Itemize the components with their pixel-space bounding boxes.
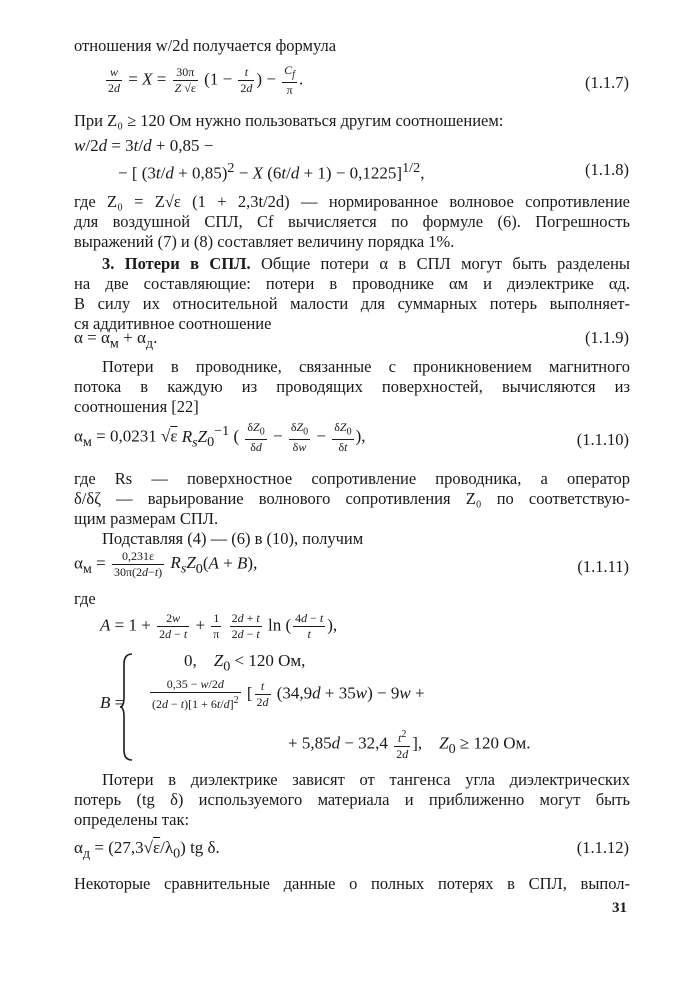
equation-number: (1.1.9) <box>585 328 629 347</box>
equation-number: (1.1.7) <box>585 73 629 92</box>
text-line: Подставляя (4) — (6) в (10), получим <box>102 529 364 548</box>
formula-1-1-8-part1: w/2d = 3t/d + 0,85 − <box>74 136 214 155</box>
formula-1-1-9: $\alpha = \alpha_м + \alpha_д$. <box>74 328 158 352</box>
equation-number: (1.1.12) <box>576 838 629 857</box>
text-line: δ/δζ — варьирование волнового сопротивления Z₀ по соответствую- <box>74 489 630 508</box>
text-line: щим размерам СПЛ. <box>74 509 219 528</box>
equation-number: (1.1.8) <box>585 160 629 179</box>
formula-B-label: B = <box>100 693 125 712</box>
section-heading: 3. Потери в СПЛ. <box>102 254 251 273</box>
formula-1-1-7: $\frac{w}{2d}$ = X = $\frac{30\pi}{Z √\varepsilon}$ (1 − $\frac{t}{2d}$ ) − $\frac{C_f}{\pi}$ . <box>108 63 304 98</box>
text-line: потока в каждую из проводящих поверхностей, вычисляются из <box>74 377 630 396</box>
equation-number: (1.1.11) <box>577 557 629 576</box>
formula-B-case2: $\frac{0,35 - w/2d}{(2d - t)[1 + 6t/d]^2}$ [ $\frac{t}{2d}$ (34,9d + 35w) − 9w + <box>152 677 425 711</box>
formula-B-case1: 0, $Z_0 < 120$ Ом, <box>184 651 306 675</box>
text-line: Потери в диэлектрике зависят от тангенса угла диэлектрических <box>102 770 630 789</box>
text-line: В силу их относительной малости для суммарных потерь выполняет- <box>74 294 630 313</box>
formula-1-1-12: $\alpha_д = (27,3√\varepsilon/\lambda_0)$ tg δ. <box>74 838 220 862</box>
text-line: где Rs — поверхностное сопротивление проводника, а оператор <box>74 469 630 488</box>
text-line: Потери в проводнике, связанные с проникновением магнитного <box>102 357 630 376</box>
text-line: выражений (7) и (8) составляет величину порядка 1%. <box>74 232 455 251</box>
formula-1-1-10: $\alpha_м = 0,0231$ √ε $R_sZ_0^{-1}$ ( $\frac{\delta Z_0}{\delta d}$ − $\frac{\delta Z_0}{\delta w}$ − $\frac{\delta Z_0}{\delta t}$ ), <box>74 420 366 455</box>
formula-B-case2-cont: + 5,85d − 32,4 $\frac{t^2}{2d}$ ], $Z_0 \ge 120$ Ом. <box>288 729 531 761</box>
text-line: для воздушной СПЛ, Cf вычисляется по формуле (6). Погрешность <box>74 212 630 231</box>
text-line: 3. Потери в СПЛ. Общие потери α в СПЛ могут быть разделены <box>102 254 630 273</box>
text-line: отношения w/2d получается формула <box>74 36 337 55</box>
text-line: ся аддитивное соотношение <box>74 314 272 333</box>
equation-number: (1.1.10) <box>576 430 629 449</box>
text-line: где Z₀ = Z√ε (1 + 2,3t/2d) — нормированное волновое сопротивление <box>74 192 630 211</box>
text-line: на две составляющие: потери в проводнике αм и диэлектрике αд. <box>74 274 630 293</box>
text-line: При Z₀ ≥ 120 Ом нужно пользоваться другим соотношением: <box>74 111 504 130</box>
page-number: 31 <box>612 900 627 916</box>
text-line: определены так: <box>74 810 190 829</box>
text-line: потерь (tg δ) используемого материала и приближенно могут быть <box>74 790 630 809</box>
text-line: соотношения [22] <box>74 397 199 416</box>
formula-A: A = 1 + $\frac{2w}{2d - t}$ + $\frac{1}{\pi}$ $\frac{2d + t}{2d - t}$ ln ( $\frac{4d - t}{t}$ ), <box>100 611 338 641</box>
formula-1-1-8-part2: − [ $(3t/d + 0,85)^2 - X$ (6t/d + 1) − 0,1225]$^{1/2}$, <box>118 160 425 183</box>
text-line: Некоторые сравнительные данные о полных потерях в СПЛ, выпол- <box>74 874 630 893</box>
text-line: где <box>74 589 96 608</box>
formula-1-1-11: $\alpha_м$ = $\frac{0,231\varepsilon}{30\pi(2d-t)}$ $R_sZ_0(A + B)$, <box>74 549 258 579</box>
